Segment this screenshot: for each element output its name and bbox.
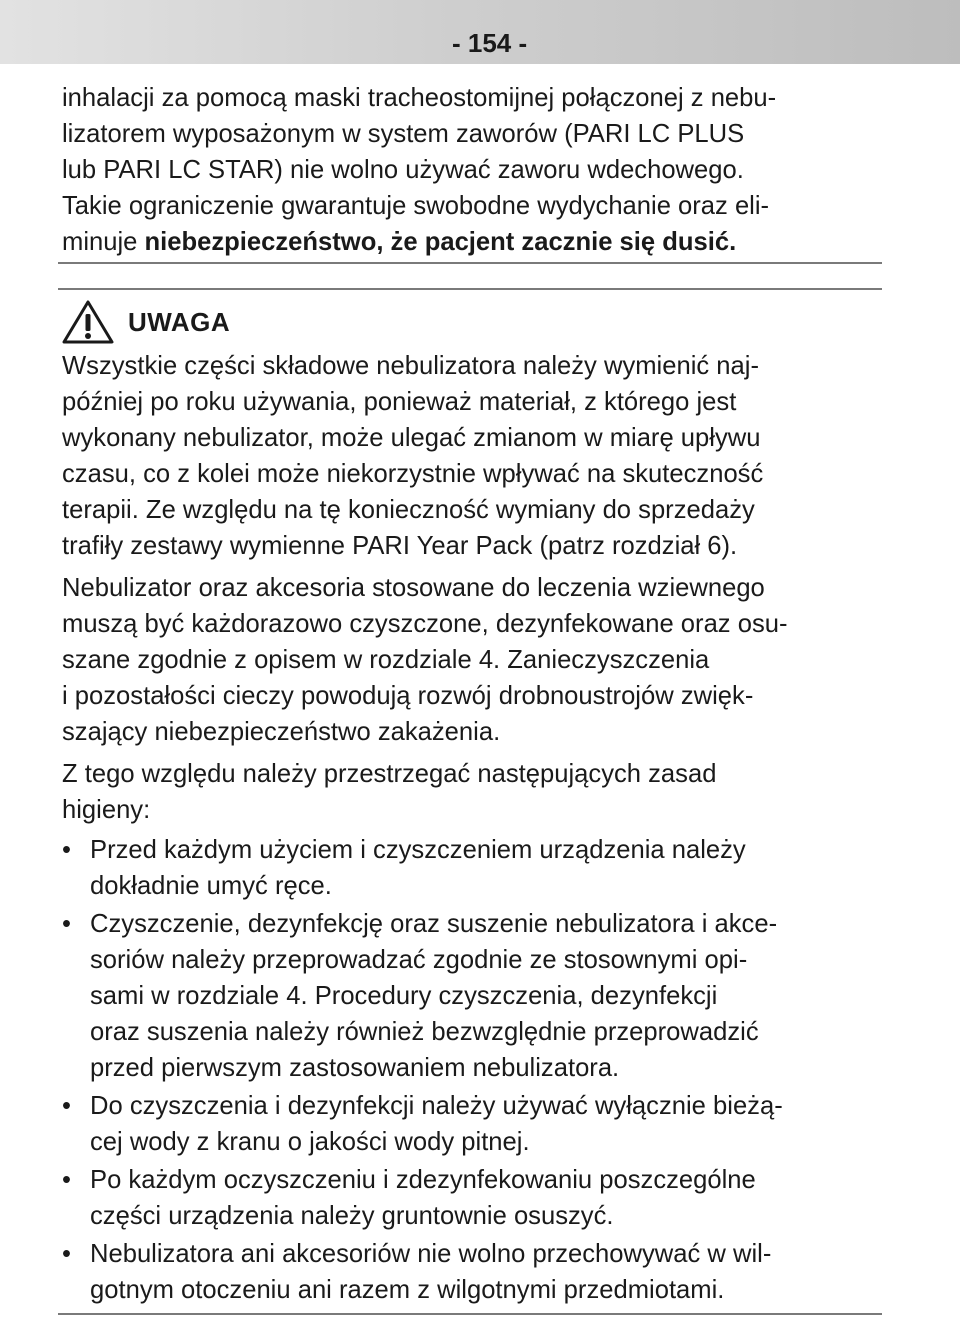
list-item [62,906,882,1086]
warning-line: Nebulizator oraz akcesoria stosowane do leczenia wziewnego [62,574,765,602]
hygiene-rules-list [62,832,882,1310]
bullet-icon: • [62,1166,71,1194]
warning-triangle-icon [62,300,114,344]
list-item-line: Czyszczenie, dezynfekcję oraz suszenie nebulizatora i akce- [90,910,778,938]
warning-line: i pozostałości cieczy powodują rozwój drobnoustrojów zwięk- [62,682,754,710]
list-item-line: sami w rozdziale 4. Procedury czyszczenia, dezynfekcji [90,982,718,1010]
bullet-icon: • [62,1092,71,1120]
list-item-line: części urządzenia należy gruntownie osuszyć. [90,1202,614,1230]
list-item-line: soriów należy przeprowadzać zgodnie ze stosownymi opi- [90,946,748,974]
intro-paragraph [62,80,882,260]
list-item-line: Nebulizatora ani akcesoriów nie wolno przechowywać w wil- [90,1240,772,1268]
page-number: - 154 - [452,28,528,58]
list-item-line: przed pierwszym zastosowaniem nebulizatora. [90,1054,620,1082]
list-item [62,1236,882,1308]
warning-top-border [58,288,882,290]
warning-paragraph-1 [62,348,882,564]
warning-line: terapii. Ze względu na tę konieczność wymiany do sprzedaży [62,496,755,524]
intro-line: lizatorem wyposażonym w system zaworów (PARI LC PLUS [62,120,745,148]
intro-emphasis: niebezpieczeństwo, że pacjent zacznie się dusić. [144,228,737,256]
list-item-line: Do czyszczenia i dezynfekcji należy używać wyłącznie bieżą- [90,1092,783,1120]
list-item [62,1162,882,1234]
warning-line: czasu, co z kolei może niekorzystnie wpływać na skuteczność [62,460,764,488]
warning-header [62,300,230,344]
intro-line-last [62,224,882,260]
intro-line: inhalacji za pomocą maski tracheostomijnej połączonej z nebu- [62,84,777,112]
list-item-line: cej wody z kranu o jakości wody pitnej. [90,1128,530,1156]
warning-title: UWAGA [128,307,231,337]
warning-line: szający niebezpieczeństwo zakażenia. [62,718,501,746]
warning-line: muszą być każdorazowo czyszczone, dezynfekowane oraz osu- [62,610,788,638]
list-item-line: dokładnie umyć ręce. [90,872,332,900]
warning-line: higieny: [62,796,151,824]
list-item [62,832,882,904]
list-item [62,1088,882,1160]
warning-paragraph-2 [62,570,882,750]
warning-line: później po roku używania, ponieważ materiał, z którego jest [62,388,737,416]
warning-line: Wszystkie części składowe nebulizatora należy wymienić naj- [62,352,759,380]
warning-line: Z tego względu należy przestrzegać następujących zasad [62,760,717,788]
intro-line: Takie ograniczenie gwarantuje swobodne wydychanie oraz eli- [62,192,770,220]
list-item-line: Przed każdym użyciem i czyszczeniem urządzenia należy [90,836,746,864]
warning-line: trafiły zestawy wymienne PARI Year Pack (patrz rozdział 6). [62,532,738,560]
warning-bottom-border [58,1313,882,1315]
list-item-line: Po każdym oczyszczeniu i zdezynfekowaniu poszczególne [90,1166,756,1194]
list-item-line: oraz suszenia należy również bezwzględnie przeprowadzić [90,1018,759,1046]
intro-line: lub PARI LC STAR) nie wolno używać zaworu wdechowego. [62,156,744,184]
bullet-icon: • [62,1240,71,1268]
intro-text: minuje [62,228,145,256]
bullet-icon: • [62,836,71,864]
list-item-line: gotnym otoczeniu ani razem z wilgotnymi przedmiotami. [90,1276,725,1304]
section-divider-top [58,262,882,264]
warning-paragraph-3 [62,756,882,828]
warning-line: wykonany nebulizator, może ulegać zmianom w miarę upływu [62,424,761,452]
bullet-icon: • [62,910,71,938]
warning-line: szane zgodnie z opisem w rozdziale 4. Zanieczyszczenia [62,646,710,674]
